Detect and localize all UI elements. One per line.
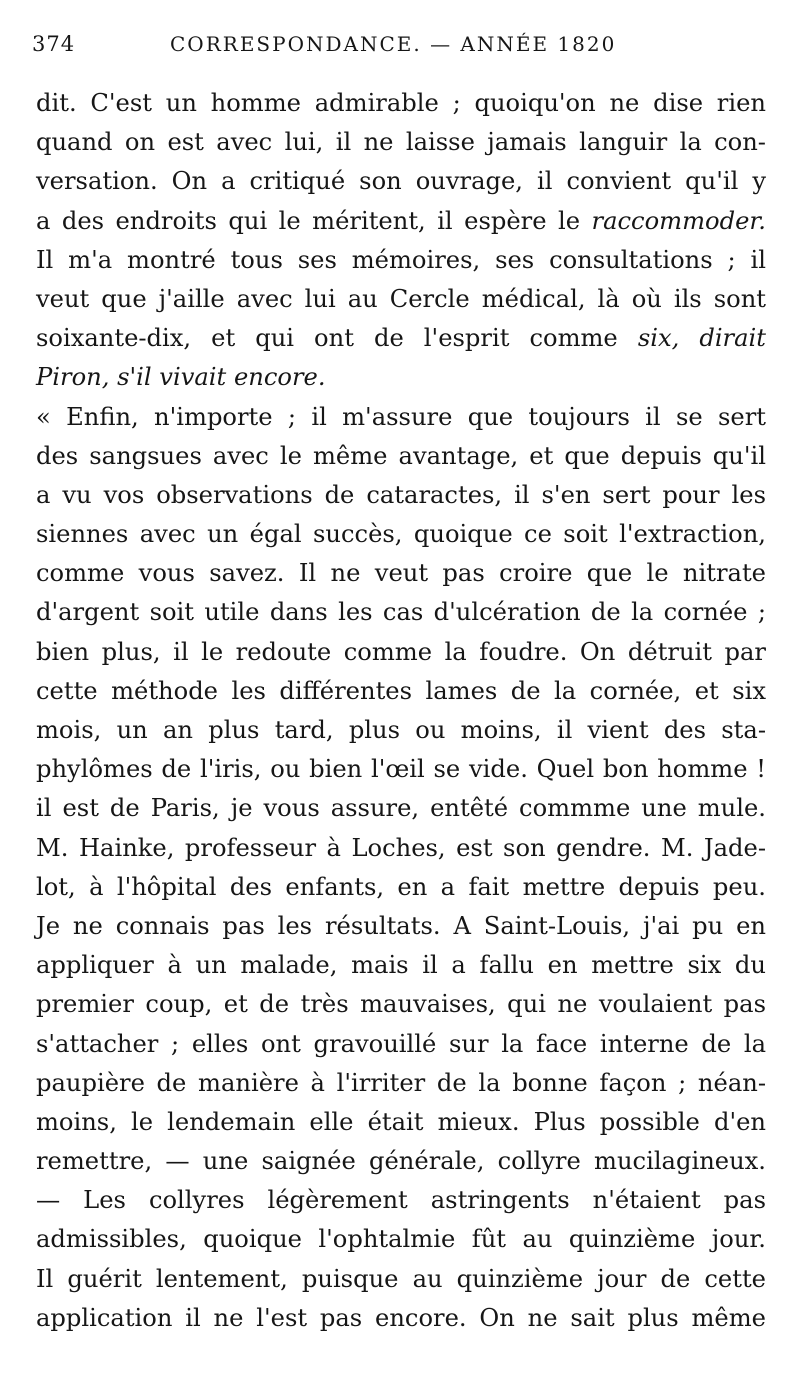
text-line: cette méthode les différentes lames de la cornée, et six: [36, 676, 766, 705]
text-line: moins, le lendemain elle était mieux. Plus possible d'en: [36, 1107, 766, 1136]
text-line: a vu vos observations de cataractes, il s'en sert pour les: [36, 480, 766, 509]
text-line: a des endroits qui le méritent, il espère le raccommoder.: [36, 206, 766, 235]
text-line: — Les collyres légèrement astringents n'étaient pas: [36, 1186, 766, 1215]
page-number: 374: [32, 32, 76, 56]
text-line: dit. C'est un homme admirable ; quoiqu'on ne dise rien: [36, 89, 766, 117]
text-line: Il m'a montré tous ses mémoires, ses consultations ; il: [36, 245, 766, 274]
text-line: [36, 358, 766, 397]
text-line: lot, à l'hôpital des enfants, en a fait mettre depuis peu.: [36, 872, 766, 901]
text-line: application il ne l'est pas encore. On ne sait plus même: [36, 1303, 766, 1332]
text-line: bien plus, il le redoute comme la foudre. On détruit par: [36, 637, 766, 666]
text-line: phylômes de l'iris, ou bien l'œil se vide. Quel bon homme !: [36, 755, 766, 784]
running-head: CORRESPONDANCE. — ANNÉE 1820: [170, 32, 617, 56]
text-line: paupière de manière à l'irriter de la bonne façon ; néan-: [36, 1068, 766, 1097]
text-line: quand on est avec lui, il ne laisse jamais languir la con-: [36, 128, 766, 157]
italic-text: Piron, s'il vivait encore.: [36, 363, 326, 392]
text-line: Je ne connais pas les résultats. A Saint-Louis, j'ai pu en: [36, 911, 766, 940]
page-header: [32, 32, 772, 64]
text-line: il est de Paris, je vous assure, entêté commme une mule.: [36, 794, 766, 823]
body-text: [36, 84, 766, 1338]
text-line: versation. On a critiqué son ouvrage, il convient qu'il y: [36, 167, 766, 196]
text-line: admissibles, quoique l'ophtalmie fût au quinzième jour.: [36, 1225, 766, 1254]
text-line: des sangsues avec le même avantage, et que depuis qu'il: [36, 441, 766, 470]
text-line: mois, un an plus tard, plus ou moins, il vient des sta-: [36, 716, 766, 744]
text-line: premier coup, et de très mauvaises, qui ne voulaient pas: [36, 990, 766, 1019]
text-line: s'attacher ; elles ont gravouillé sur la face interne de la: [36, 1029, 766, 1058]
text-line: Il guérit lentement, puisque au quinzième jour de cette: [36, 1264, 766, 1293]
text-line: soixante-dix, et qui ont de l'esprit comme six, dirait: [36, 324, 766, 353]
text-line: « Enfin, n'importe ; il m'assure que toujours il se sert: [36, 402, 766, 431]
text-line: d'argent soit utile dans les cas d'ulcération de la cornée ;: [36, 598, 766, 627]
text-line: remettre, — une saignée générale, collyre mucilagineux.: [36, 1147, 766, 1176]
text-line: comme vous savez. Il ne veut pas croire que le nitrate: [36, 559, 766, 588]
text-line: veut que j'aille avec lui au Cercle médical, là où ils sont: [36, 284, 766, 313]
text-line: siennes avec un égal succès, quoique ce soit l'extraction,: [36, 520, 766, 549]
italic-text: six, dirait: [637, 324, 766, 353]
text-line: appliquer à un malade, mais il a fallu en mettre six du: [36, 951, 766, 980]
text-line: M. Hainke, professeur à Loches, est son gendre. M. Jade-: [36, 833, 766, 862]
italic-text: raccommoder.: [591, 206, 766, 235]
